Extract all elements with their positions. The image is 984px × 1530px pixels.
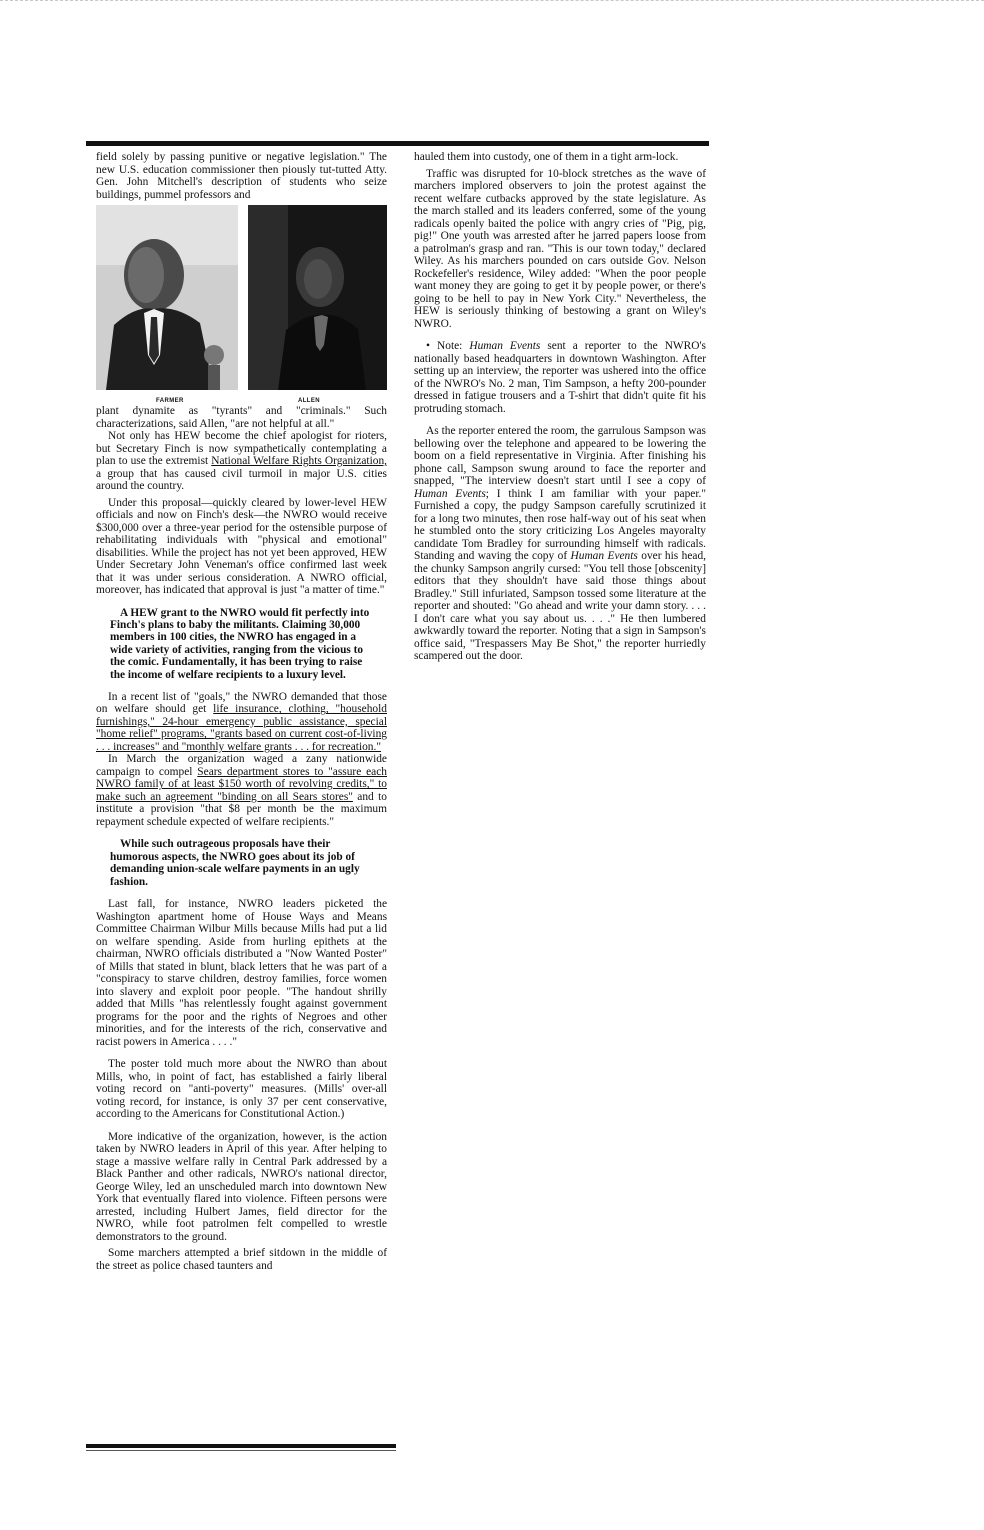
pull-quote: A HEW grant to the NWRO would fit perfectly into Finch's plans to baby the militants. Claiming 30,000 members in 100 cities, the NWRO has engaged in a wide variety of activities, ranging from the vicious to the comic. Fundamentally, it has been trying to raise the income of welfare recipients to a luxury level.	[110, 606, 370, 681]
caption-allen: ALLEN	[298, 398, 320, 404]
paragraph: field solely by passing punitive or negative legislation." The new U.S. education commissioner then piously tut-tutted Atty. Gen. John Mitchell's description of students who seize buildings, pummel professors and	[96, 151, 387, 201]
allen-photo	[248, 205, 387, 390]
left-column	[96, 151, 387, 1272]
paragraph: hauled them into custody, one of them in a tight arm-lock.	[414, 151, 679, 163]
allen-portrait-image	[248, 205, 387, 390]
paragraph: Some marchers attempted a brief sitdown in the middle of the street as police chased taunters and	[96, 1247, 387, 1272]
photo-captions	[96, 395, 387, 405]
paragraph: plant dynamite as "tyrants" and "criminals." Such characterizations, said Allen, "are not helpful at all."	[96, 405, 387, 430]
underlined-text: Sears department stores to "assure each NWRO family of at least $150 worth of revolving credits," to make such an agreement "binding on all Sears stores"	[96, 765, 387, 803]
underlined-text: life insurance, clothing, "household furnishings," 24-hour emergency public assistance, special "home relief" programs, "grants based on current cost-of-living . . . increases" and "monthly welfare grants . . . for recreation."	[96, 703, 387, 753]
farmer-portrait-image	[96, 205, 238, 390]
paragraph: More indicative of the organization, however, is the action taken by NWRO leaders in April of this year. After helping to stage a massive welfare rally in Central Park addressed by a Black Panther and other radicals, NWRO's national director, George Wiley, led an unscheduled march into downtown New York that eventually flared into violence. Fifteen persons were arrested, including Hulbert James, field director for the NWRO, while foot patrolmen felt compelled to wrestle demonstrators to the ground.	[96, 1130, 387, 1243]
paragraph: The poster told much more about the NWRO than about Mills, who, in point of fact, has established a fairly liberal voting record on "anti-poverty" measures. (Mills' over-all voting record, for instance, is only 37 per cent conservative, according to the Americans for Constitutional Action.)	[96, 1058, 387, 1121]
pull-quote: While such outrageous proposals have their humorous aspects, the NWRO goes about its job of demanding union-scale welfare payments in an ugly fashion.	[110, 838, 360, 888]
top-rule	[86, 141, 709, 146]
paragraph: Not only has HEW become the chief apologist for rioters, but Secretary Finch is now sympathetically contemplating a plan to use the extremist National Welfare Rights Organization, a group that has caused civil turmoil in major U.S. cities around the country.	[96, 430, 387, 492]
paragraph: In March the organization waged a zany nationwide campaign to compel Sears department stores to "assure each NWRO family of at least $150 worth of revolving credits," to make such an agreement "binding on all Sears stores" and to institute a provision "that $8 per month be the maximum repayment schedule expected of welfare recipients."	[96, 753, 387, 828]
caption-farmer: FARMER	[156, 398, 184, 404]
bottom-rule	[86, 1444, 396, 1448]
paragraph: Under this proposal—quickly cleared by lower-level HEW officials and now on Finch's desk—the NWRO would receive $300,000 over a three-year period for the ostensible purpose of rehabilitating individuals with "physical and emotional" disabilities. While the project has not yet been approved, HEW Under Secretary John Veneman's office confirmed last week that it was under serious consideration. A NWRO official, moreover, has indicated that approval is just "a matter of time."	[96, 496, 387, 596]
bottom-rule-thin	[86, 1450, 396, 1451]
paragraph: Traffic was disrupted for 10-block stretches as the wave of marchers implored observers to join the protest against the recent welfare cutbacks approved by the state legislature. As the march stalled and its leaders conferred, some of the young radicals openly baited the police with angry cries of "Pig, pig, pig!" One youth was arrested after he jarred papers loose from a patrolman's grasp and ran. "This is our town today," declared Wiley. As his marchers pounded on cars outside Gov. Nelson Rockefeller's residence, Wiley added: "When the poor people want money they are going to get it by people power, or there's going to be hell to pay in New York City." Nevertheless, the HEW is seriously thinking of bestowing a grant on Wiley's NWRO.	[414, 167, 706, 330]
farmer-photo	[96, 205, 238, 390]
paragraph: Last fall, for instance, NWRO leaders picketed the Washington apartment home of House Ways and Means Committee Chairman Wilbur Mills because Mills had put a lid on welfare spending. Aside from hurling epithets at the chairman, NWRO officials distributed a "Now Wanted Poster" of Mills that stated in blunt, black letters that he was part of a "conspiracy to starve children, destroy families, force women into slavery and exploit poor people. "The handout shrilly added that Mills "has relentlessly fought against government programs for the poor and the rights of Negroes and other minorities, and for the interests of the rich, conservative and racist powers in America . . . ."	[96, 898, 387, 1048]
right-column	[414, 151, 706, 663]
scan-edge-line	[0, 0, 984, 1]
paragraph: • Note: Human Events sent a reporter to the NWRO's nationally based headquarters in downtown Washington. After setting up an interview, the reporter was ushered into the office of the NWRO's No. 2 man, Tim Sampson, a hefty 200-pounder dressed in fatigue trousers and a T-shirt that didn't quite fit his protruding stomach.	[414, 340, 706, 415]
underlined-text: National Welfare Rights Organization,	[211, 455, 387, 467]
paragraph: As the reporter entered the room, the garrulous Sampson was bellowing over the telephone and appeared to be lowering the boom on a field representative in Virginia. After finishing his phone call, Sampson swung around to face the reporter and snapped, "The interview doesn't start until I see a copy of Human Events; I think I am familiar with your paper." Furnished a copy, the pudgy Sampson carefully scrutinized it for a long two minutes, then rose half-way out of his seat when he stumbled onto the story criticizing Los Angeles mayoralty candidate Tom Bradley for surrounding himself with radicals. Standing and waving the copy of Human Events over his head, the chunky Sampson angrily cursed: "You tell those [obscenity] editors that they shouldn't have said those things about Bradley." Still infuriated, Sampson tossed some literature at the reporter and shouted: "Go ahead and write your damn story. . . . I don't care what you say about us. . . ." He then lumbered awkwardly toward the reporter. Noting that a sign in Sampson's office said, "Trespassers May Be Shot," the reporter hurriedly scampered out the door.	[414, 425, 707, 662]
photo-pair	[96, 205, 387, 393]
paragraph: In a recent list of "goals," the NWRO demanded that those on welfare should get life insurance, clothing, "household furnishings," 24-hour emergency public assistance, special "home relief" programs, "grants based on current cost-of-living . . . increases" and "monthly welfare grants . . . for recreation."	[96, 690, 387, 753]
